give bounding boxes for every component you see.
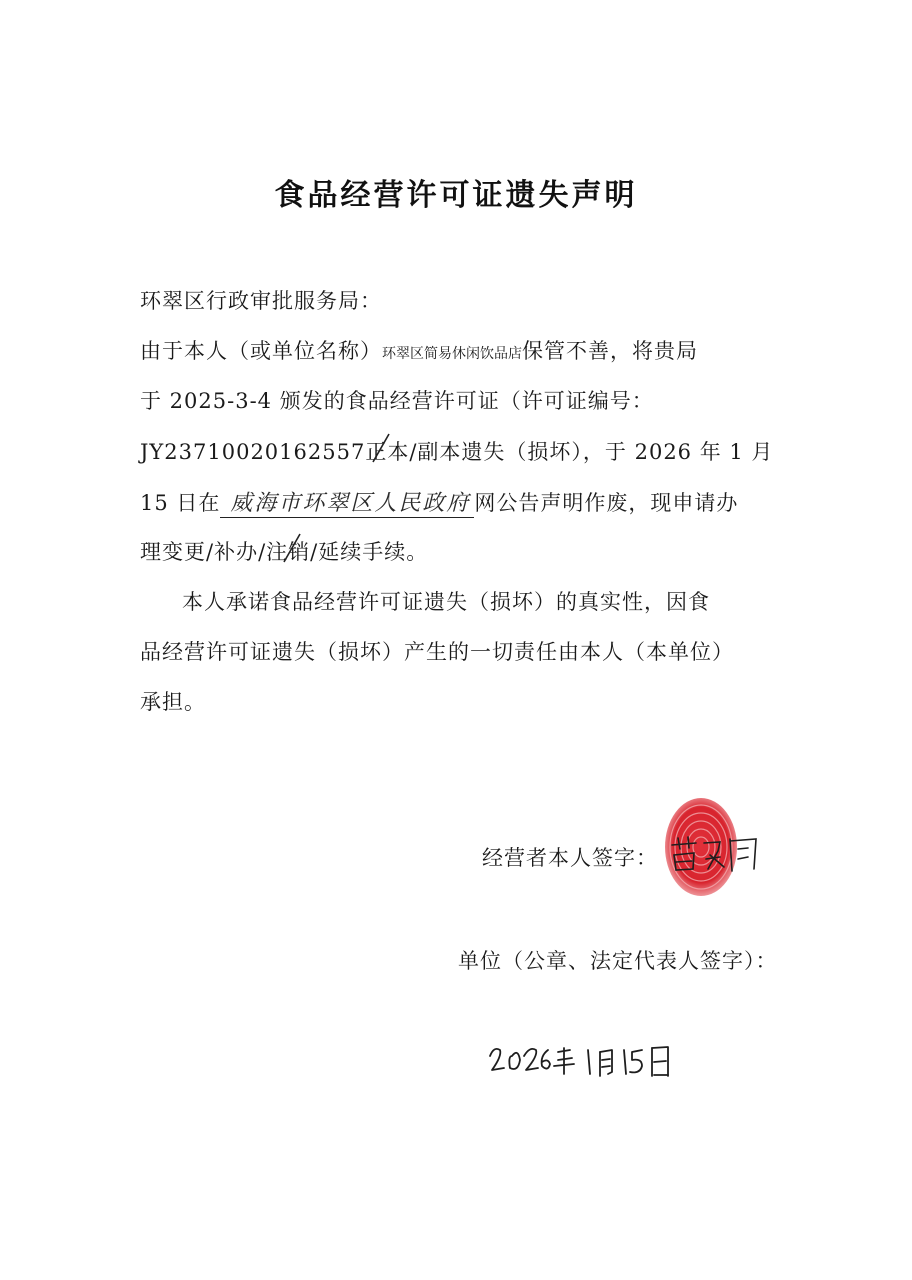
handwritten-date — [488, 1042, 688, 1086]
para2-line3: 承担。 — [140, 690, 206, 714]
para1-line4-prefix: 15 日在 — [140, 491, 221, 515]
para2-line1: 本人承诺食品经营许可证遗失（损坏）的真实性，因食 — [182, 590, 710, 614]
para1-line4 — [140, 486, 738, 518]
para1-line3 — [140, 436, 773, 466]
para1-line2: 于 2025-3-4 颁发的食品经营许可证（许可证编号： — [140, 389, 654, 413]
para1-line5 — [140, 536, 428, 566]
para1-line5-suffix: /延续手续。 — [310, 540, 429, 564]
struck-original-copy: 正本 — [365, 436, 409, 466]
para1-line5-prefix: 理变更/补办/ — [140, 540, 267, 564]
addressee: 环翠区行政审批服务局： — [140, 289, 382, 313]
announcement-site: 威海市环翠区人民政府 — [220, 486, 474, 518]
para2-line2: 品经营许可证遗失（损坏）产生的一切责任由本人（本单位） — [140, 640, 734, 664]
para1-line1-prefix: 由于本人（或单位名称） — [140, 339, 382, 363]
para1-line1-suffix: 保管不善，将贵局 — [522, 339, 698, 363]
para1-line3-rest: /副本遗失（损坏），于 2026 年 1 月 — [409, 440, 774, 464]
unit-seal-label: 单位（公章、法定代表人签字）： — [458, 949, 778, 973]
business-name: 环翠区简易休闲饮品店 — [382, 346, 522, 362]
handwritten-signature — [668, 835, 766, 875]
para1-line1 — [140, 335, 698, 365]
struck-cancel: 注销 — [266, 536, 310, 566]
license-number: JY23710020162557 — [140, 440, 366, 464]
para1-line4-suffix: 网公告声明作废，现申请办 — [474, 491, 739, 515]
signature-label: 经营者本人签字： — [482, 846, 658, 870]
document-title: 食品经营许可证遗失声明 — [274, 178, 638, 213]
